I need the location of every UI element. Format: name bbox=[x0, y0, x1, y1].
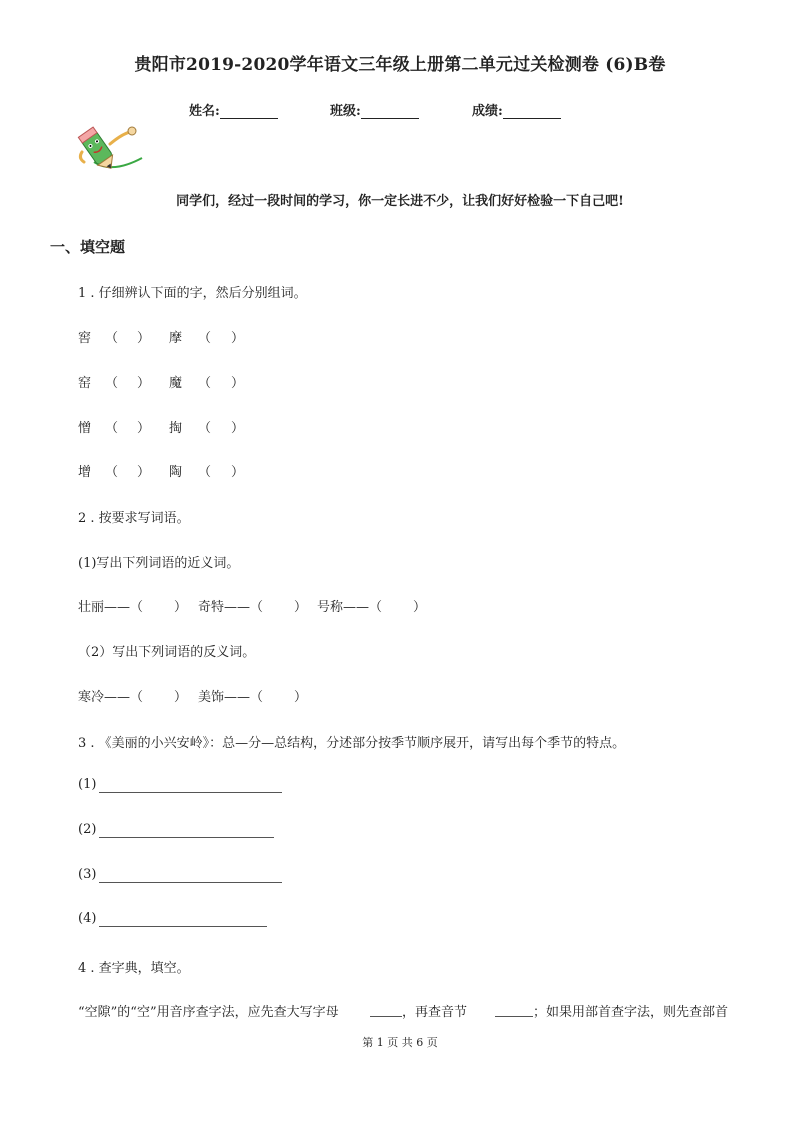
name-label: 姓名: bbox=[189, 104, 220, 119]
score-blank[interactable] bbox=[503, 104, 561, 119]
q1-row-2: 窑 （ ） 魔 （ ） bbox=[78, 372, 278, 392]
section-heading-fill-blank: 一、填空题 bbox=[50, 238, 126, 256]
q1-char: 窑 bbox=[78, 376, 92, 391]
pencil-mascot-icon bbox=[72, 122, 148, 176]
q3-answer-3: (3) bbox=[78, 867, 288, 887]
answer-line[interactable] bbox=[495, 1016, 533, 1017]
answer-line[interactable] bbox=[99, 792, 282, 793]
class-field bbox=[330, 100, 419, 119]
q1-row-4: 增 （ ） 陶 （ ） bbox=[78, 461, 278, 481]
q1-char: 魔 bbox=[169, 376, 183, 391]
answer-line[interactable] bbox=[99, 882, 282, 883]
score-field bbox=[472, 100, 561, 119]
q2-synonym-row: 壮丽——（ ） 奇特——（ ） 号称——（ ） bbox=[78, 600, 427, 615]
class-label: 班级: bbox=[330, 104, 361, 119]
q2-antonym-row: 寒冷——（ ） 美饰——（ ） bbox=[78, 690, 308, 705]
q3-answer-4: (4) bbox=[78, 911, 288, 931]
question-1-stem: 1 . 仔细辨认下面的字，然后分别组词。 bbox=[78, 286, 307, 301]
q1-char: 憎 bbox=[78, 421, 92, 436]
answer-line[interactable] bbox=[99, 837, 274, 838]
question-3-stem: 3 . 《美丽的小兴安岭》：总—分—总结构，分述部分按季节顺序展开，请写出每个季节的特点。 bbox=[78, 736, 626, 751]
q1-char: 陶 bbox=[169, 465, 183, 480]
q1-char: 增 bbox=[78, 465, 92, 480]
q3-answer-1: (1) bbox=[78, 777, 288, 797]
q1-row-1: 窖 （ ） 摩 （ ） bbox=[78, 327, 278, 347]
q3-answer-2: (2) bbox=[78, 822, 288, 842]
q2-sub1: (1)写出下列词语的近义词。 bbox=[78, 556, 240, 571]
q1-row-3: 憎 （ ） 掏 （ ） bbox=[78, 417, 278, 437]
q2-sub2: （2）写出下列词语的反义词。 bbox=[78, 645, 256, 660]
question-2-stem: 2 . 按要求写词语。 bbox=[78, 511, 190, 526]
answer-line[interactable] bbox=[99, 926, 267, 927]
q4-text: “空隙”的“空”用音序查字法，应先查大写字母 ，再查音节 ；如果用部首查字法，则先查部首 bbox=[78, 1005, 729, 1020]
class-blank[interactable] bbox=[361, 104, 419, 119]
page-footer: 第 1 页 共 6 页 bbox=[362, 1036, 438, 1049]
page-title: 贵阳市2019-2020学年语文三年级上册第二单元过关检测卷 (6)B卷 bbox=[134, 55, 666, 75]
name-blank[interactable] bbox=[220, 104, 278, 119]
q1-char: 掏 bbox=[169, 421, 183, 436]
question-4-stem: 4 . 查字典，填空。 bbox=[78, 961, 190, 976]
score-label: 成绩: bbox=[472, 104, 503, 119]
greeting-text: 同学们，经过一段时间的学习，你一定长进不少，让我们好好检验一下自己吧! bbox=[176, 194, 624, 209]
answer-line[interactable] bbox=[370, 1016, 402, 1017]
q1-char: 摩 bbox=[169, 331, 183, 346]
q1-char: 窖 bbox=[78, 331, 92, 346]
name-field bbox=[189, 100, 278, 119]
